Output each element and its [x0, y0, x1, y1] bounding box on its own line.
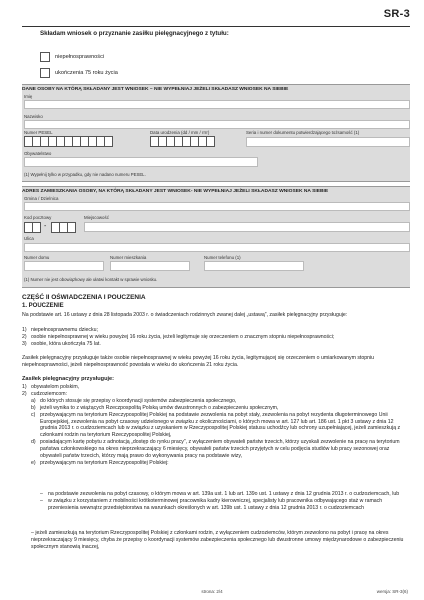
item-marker: 1) — [22, 327, 27, 333]
address-footnote: (1) Numer nie jest obowiązkowy ale ułatwi kontakt w sprawie wniosku. — [24, 277, 158, 282]
item-marker: – — [40, 491, 43, 497]
granted-heading: Zasiłek pielęgnacyjny przysługuje: — [22, 376, 115, 382]
option-age-75[interactable] — [40, 68, 118, 78]
street-label: Ulica — [24, 236, 34, 241]
granted-list — [22, 384, 410, 398]
citizenship-field[interactable] — [24, 157, 258, 167]
postal-digit[interactable] — [32, 222, 41, 233]
item-text: niepełnosprawnemu dziecku; — [31, 327, 98, 333]
instruction-paragraph: Zasiłek pielęgnacyjny przysługuje także osobie niepełnosprawnej w wieku powyżej 16 roku życia, legitymującej się orzeczeniem o umiarkowanym stopniu niepełnosprawności, jeżeli niepełnosprawność powstała w wieku do ukończenia 21 roku życia. — [22, 355, 375, 368]
postal-code-second[interactable] — [51, 222, 75, 233]
part-two-title: CZĘŚĆ II OŚWIADCZENIA I POUCZENIA — [22, 294, 146, 301]
list-item — [22, 341, 410, 348]
birth-date-field[interactable] — [150, 136, 214, 147]
birth-date-digit[interactable] — [206, 136, 215, 147]
age-75-checkbox[interactable] — [40, 68, 50, 78]
person-footnote: (1) Wypełnij tylko w przypadku, gdy nie nadano numeru PESEL. — [24, 172, 146, 177]
item-text: na podstawie zezwolenia na pobyt czasowy, o którym mowa w art. 139a ust. 1 lub art. 139o ust. 1 ustawy z dnia 12 grudnia 2013 r. o cudzoziemcach, lub — [48, 491, 400, 497]
last-name-label: Nazwisko — [24, 114, 43, 119]
id-document-label: Seria i numer dokumentu potwierdzającego tożsamość (1) — [246, 130, 360, 135]
list-item — [31, 398, 410, 405]
item-text: jeżeli wynika to z wiążących Rzeczpospolitą Polską umów dwustronnych o zabezpieczeniu społecznym, — [40, 404, 279, 411]
list-item — [40, 491, 410, 498]
address-section-heading: ADRES ZAMIESZKANIA OSOBY, NA KTÓRĄ SKŁADANY JEST WNIOSEK- NIE WYPEŁNIAJ JEŻELI SKŁADASZ WNIOSEK NA SIEBIE — [22, 189, 329, 194]
foreigners-closing-text: – jeżeli zamieszkują na terytorium Rzeczypospolitej Polskiej z członkami rodzin, z wyłączeniem cudzoziemców, którym zezwolono na pobyt i pracę na okres nieprzekraczający 9 miesięcy, chyba że przepisy o koordynacji systemów zabezpieczenia społecznego lub dwustronne umowy międzynarodowe o zabezpieczeniu społecznym stanowią inaczej, — [31, 530, 404, 550]
item-marker: c) — [31, 411, 36, 418]
postal-code-label: Kod pocztowy — [24, 215, 52, 220]
list-item — [31, 439, 410, 460]
pesel-label: Numer PESEL — [24, 130, 53, 135]
phone-field[interactable] — [204, 261, 304, 271]
first-name-label: Imię — [24, 94, 33, 99]
permit-sublist — [40, 491, 410, 512]
item-marker: 1) — [22, 384, 27, 390]
item-text: posiadającym kartę pobytu z adnotacją „dostęp do rynku pracy”, z wyłączeniem obywateli państw trzecich, którzy uzyskali zezwolenie na pracę na terytorium państwa członkowskiego na okres nieprzekraczający 6 miesięcy, obywateli państw trzecich przyjętych w celu podjęcia studiów lub pracy sezonowej oraz obywateli państw trzecich, którzy mają prawo do wykonywania pracy na podstawie wizy, — [40, 439, 400, 459]
entitled-list — [22, 327, 410, 348]
page-number: strona: 2/4 — [201, 589, 223, 594]
item-text: przebywającym na terytorium Rzeczypospolitej Polskiej: — [40, 459, 169, 466]
option-label: ukończenia 75 roku życia — [55, 70, 118, 76]
top-divider — [22, 26, 410, 27]
item-text: osobie, która ukończyła 75 lat. — [31, 340, 101, 347]
postal-digit[interactable] — [67, 222, 76, 233]
item-marker: e) — [31, 459, 36, 466]
phone-label: Numer telefonu (1) — [204, 255, 241, 260]
disability-checkbox[interactable] — [40, 52, 50, 62]
list-item — [22, 391, 410, 398]
municipality-label: Gmina / Dzielnica — [24, 196, 59, 201]
item-text: do których stosuje się przepisy o koordynacji systemów zabezpieczenia społecznego, — [40, 398, 237, 404]
locality-field[interactable] — [84, 222, 410, 232]
pesel-field[interactable] — [24, 136, 112, 147]
item-text: osobie niepełnosprawnej w wieku powyżej 16 roku życia, jeżeli legitymuje się orzeczeniem o znacznym stopniu niepełnosprawności; — [31, 333, 335, 340]
apartment-number-label: Numer mieszkania — [110, 255, 147, 260]
citizenship-label: Obywatelstwo — [24, 151, 52, 156]
id-document-field[interactable] — [246, 137, 410, 147]
item-marker: 2) — [22, 333, 27, 340]
list-item — [22, 384, 410, 391]
item-marker: 3) — [22, 340, 27, 347]
instruction-title: 1. POUCZENIE — [22, 303, 64, 309]
list-item — [22, 327, 410, 334]
list-item — [40, 498, 410, 512]
list-item — [31, 412, 410, 439]
item-text: w związku z korzystaniem z mobilności krótkoterminowej pracownika kadry kierowniczej, specjalisty lub pracownika odbywającego staż w ramach przeniesienia wewnątrz przedsiębiorstwa na warunkach określonych w art. 139b ust. 1 ustawy z dnia 12 grudnia 2013 r. o cudzoziemcach — [48, 497, 383, 511]
option-disability[interactable] — [40, 52, 104, 62]
postal-code-first[interactable] — [24, 222, 40, 233]
item-text: obywatelom polskim, — [31, 384, 80, 390]
item-marker: d) — [31, 439, 36, 446]
list-item — [31, 460, 410, 467]
locality-label: Miejscowość — [84, 215, 109, 220]
house-number-field[interactable] — [24, 261, 104, 271]
house-number-label: Numer domu — [24, 255, 50, 260]
postal-code-dash: - — [44, 223, 47, 230]
item-marker: – — [40, 497, 43, 504]
person-section-heading: DANE OSOBY NA KTÓRĄ SKŁADANY JEST WNIOSEK – NIE WYPEŁNIAJ JEŻELI SKŁADASZ WNIOSEK NA SIEBIE — [22, 87, 289, 92]
pesel-digit[interactable] — [104, 136, 113, 147]
foreigners-list — [31, 398, 410, 467]
item-marker: b) — [31, 404, 36, 411]
last-name-field[interactable] — [24, 120, 410, 129]
item-marker: 2) — [22, 390, 27, 397]
apartment-number-field[interactable] — [110, 261, 190, 271]
street-field[interactable] — [24, 243, 410, 252]
list-item — [31, 405, 410, 412]
birth-date-label: Data urodzenia (dd / mm / rrrr) — [150, 130, 210, 135]
item-text: cudzoziemcom: — [31, 390, 68, 397]
form-code: SR-3 — [383, 8, 410, 20]
first-name-field[interactable] — [24, 100, 410, 109]
item-text: przebywającym na terytorium Rzeczypospolitej Polskiej na podstawie zezwolenia na pobyt stały, zezwolenia na pobyt rezydenta długoterminowego Unii Europejskiej, zezwolenia na pobyt czasowy udzielonego w związku z okolicznościami, o których mowa w art. 127 lub art. 186 ust. 1 pkt 3 ustawy z dnia 12 grudnia 2013 r. o cudzoziemcach lub w związku z uzyskaniem w Rzeczypospolitej Polskiej statusu uchodźcy lub ochrony uzupełniającej, jeżeli zamieszkują z członkami rodzin na terytorium Rzeczypospolitej Polskiej, — [40, 411, 401, 439]
option-label: niepełnosprawności — [55, 54, 105, 60]
item-marker: a) — [31, 398, 36, 404]
form-version: wersja: SR-3(6) — [376, 589, 408, 594]
instruction-intro: Na podstawie art. 16 ustawy z dnia 28 listopada 2003 r. o świadczeniach rodzinnych zwanej dalej „ustawą”, zasiłek pielęgnacyjny przysługuje: — [22, 312, 348, 318]
list-item — [22, 334, 410, 341]
municipality-field[interactable] — [24, 202, 410, 211]
claim-title: Składam wniosek o przyznanie zasiłku pielęgnacyjnego z tytułu: — [40, 30, 229, 37]
